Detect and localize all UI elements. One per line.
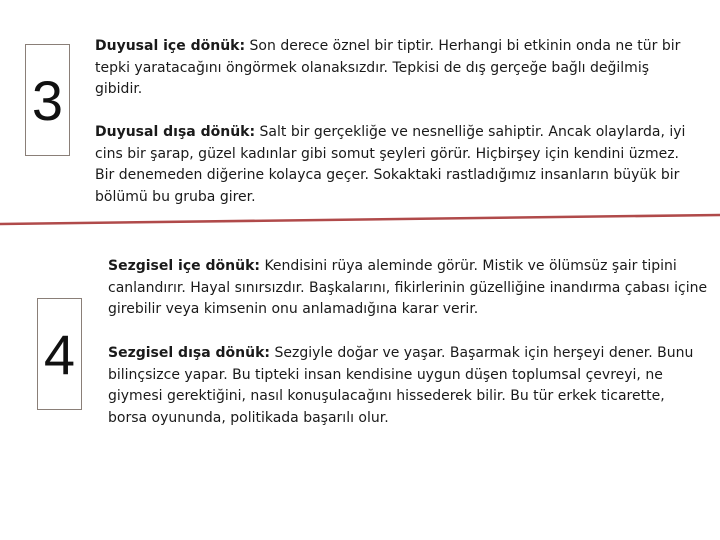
paragraph-text: Salt bir gerçekliğe ve nesnelliğe sahiptir. Ancak olaylarda, iyi cins bir şarap, güzel kadınlar gibi somut şeyleri görür. Hiçbirşey için kendini üzmez. Bir denemeden diğerine kolayca geçer. Sokaktaki rastladığımız insanların büyük bir bölümü bu gruba girer. xyxy=(95,124,686,205)
paragraph-label: Sezgisel dışa dönük: xyxy=(108,345,271,361)
paragraph-label: Duyusal içe dönük: xyxy=(95,38,246,54)
section-number-label: 4 xyxy=(43,322,76,386)
paragraph-sezgisel-ice-donuk xyxy=(108,256,708,321)
section-number-3 xyxy=(25,44,70,156)
paragraph-label: Sezgisel içe dönük: xyxy=(108,258,260,274)
section-number-4 xyxy=(37,298,82,410)
divider-line xyxy=(0,215,720,224)
section-number-label: 3 xyxy=(31,68,64,132)
paragraph-text: Kendisini rüya aleminde görür. Mistik ve ölümsüz şair tipini canlandırır. Hayal sınırsızdır. Başkalarını, fikirlerinin güzelliğine inandırma çabası içine girebilir veya kimsenin onu anlamadığına karar verir. xyxy=(108,258,708,317)
paragraph-label: Duyusal dışa dönük: xyxy=(95,124,256,140)
paragraph-text: Sezgiyle doğar ve yaşar. Başarmak için herşeyi dener. Bunu bilinçsizce yapar. Bu tipteki insan kendisine uygun düşen toplumsal çevreyi, ne giymesi gerektiğini, nasıl konuşulacağını hissederek bilir. Bu tür erkek ticarette, borsa oyununda, politikada başarılı olur. xyxy=(108,345,694,426)
paragraph-sezgisel-disa-donuk xyxy=(108,343,708,429)
paragraph-duyusal-disa-donuk xyxy=(95,122,695,208)
paragraph-duyusal-ice-donuk xyxy=(95,36,685,101)
paragraph-text: Son derece öznel bir tiptir. Herhangi bi etkinin onda ne tür bir tepki yaratacağını öngörmek olanaksızdır. Tepkisi de dış gerçeğe bağlı değilmiş gibidir. xyxy=(95,38,681,97)
